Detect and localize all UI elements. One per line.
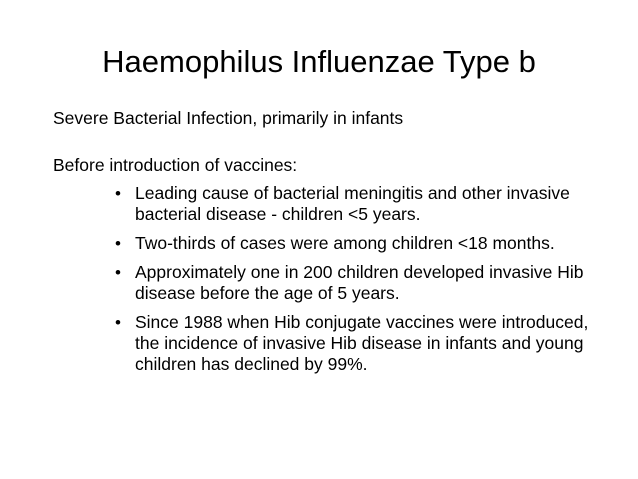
- bullet-list: [112, 183, 612, 383]
- bullet-icon: •: [115, 313, 121, 332]
- bullet-icon: •: [115, 234, 121, 253]
- bullet-text: Since 1988 when Hib conjugate vaccines were introduced, the incidence of invasive Hib disease in infants and young children has declined by 99%.: [135, 312, 589, 374]
- bullet-icon: •: [115, 263, 121, 282]
- bullet-item: [112, 233, 612, 254]
- before-vaccines-heading: Before introduction of vaccines:: [53, 155, 298, 175]
- bullet-text: Two-thirds of cases were among children <18 months.: [135, 233, 555, 253]
- bullet-text: Approximately one in 200 children developed invasive Hib disease before the age of 5 years.: [135, 262, 584, 303]
- bullet-icon: •: [115, 184, 121, 203]
- bullet-item: [112, 312, 612, 375]
- bullet-text: Leading cause of bacterial meningitis and other invasive bacterial disease - children <5 years.: [135, 183, 570, 224]
- bullet-item: [112, 183, 612, 225]
- slide-title: Haemophilus Influenzae Type b: [102, 44, 536, 79]
- bullet-item: [112, 262, 612, 304]
- intro-text: Severe Bacterial Infection, primarily in infants: [53, 108, 404, 128]
